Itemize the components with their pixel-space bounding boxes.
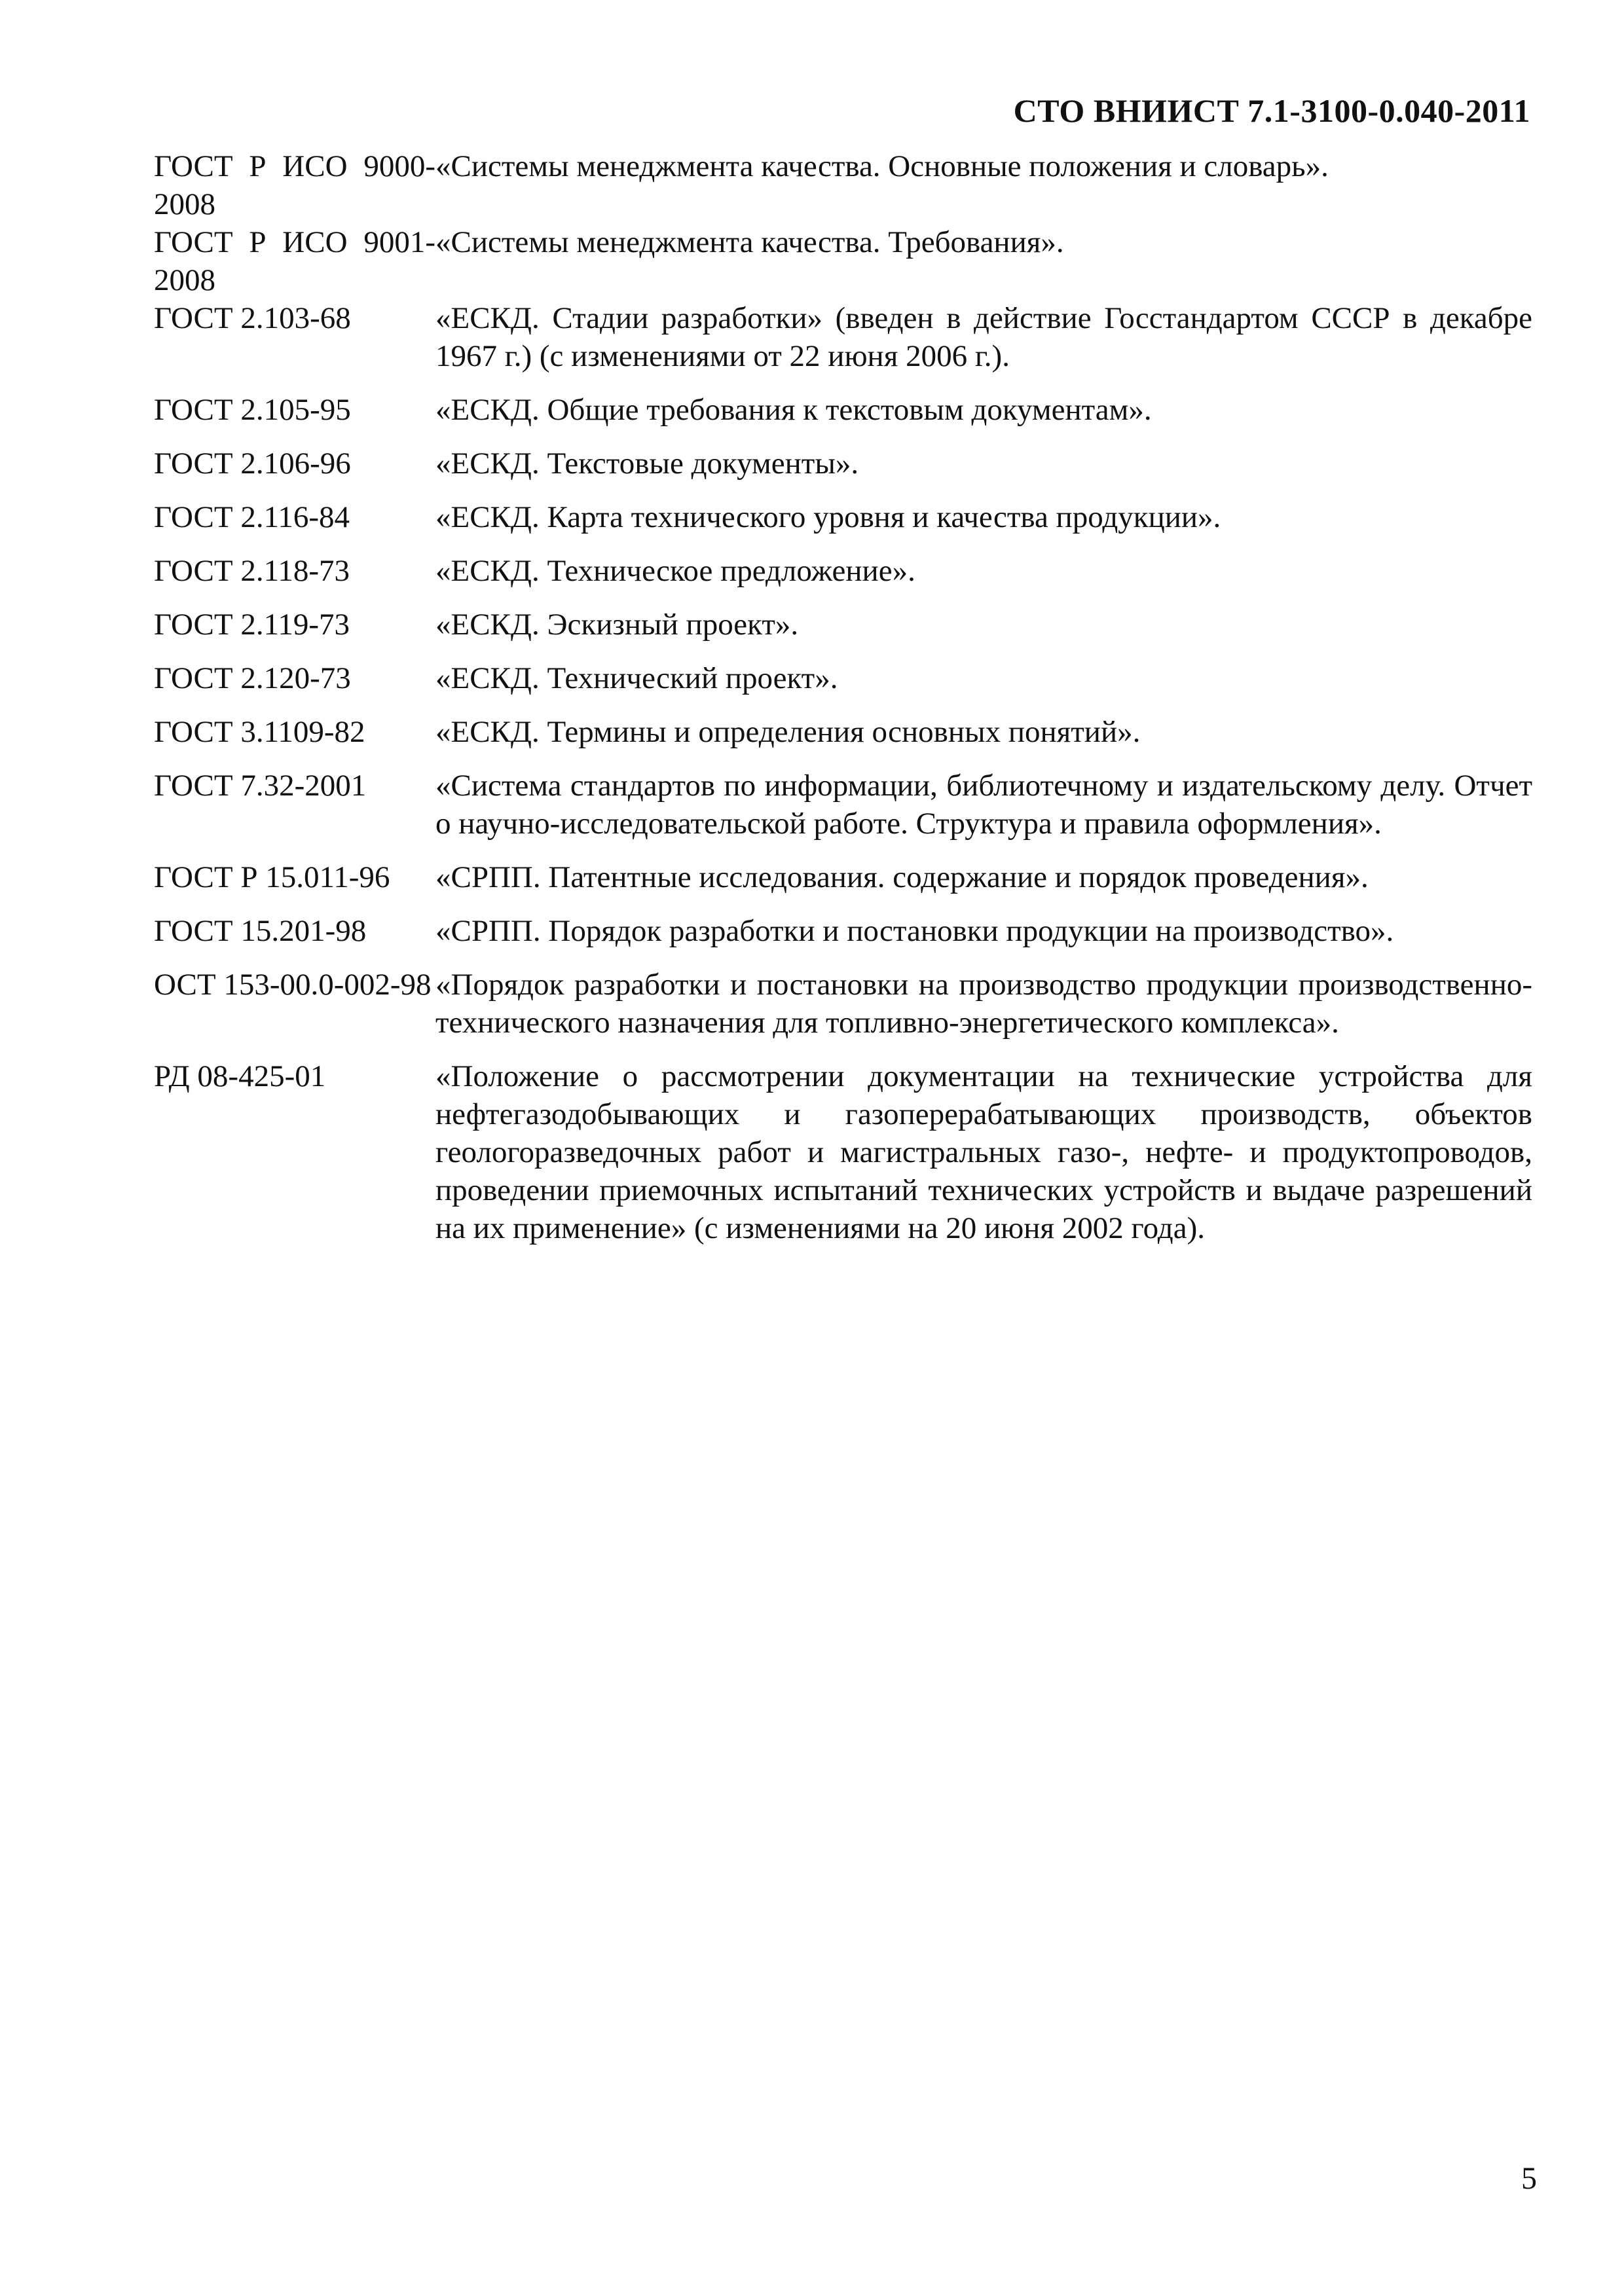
reference-title: «ЕСКД. Эскизный проект». <box>435 608 799 642</box>
document-code-header: СТО ВНИИСТ 7.1-3100-0.040-2011 <box>1013 92 1530 129</box>
reference-title: «ЕСКД. Техническое предложение». <box>435 554 915 588</box>
reference-code: РД 08-425-01 <box>154 1059 326 1093</box>
reference-code: ГОСТ 2.118-73 <box>154 554 350 588</box>
reference-code: ГОСТ 2.103-68 <box>154 301 351 335</box>
reference-row <box>154 1057 1532 1247</box>
reference-title: «СРПП. Порядок разработки и постановки продукции на производство». <box>435 914 1394 948</box>
reference-code: ГОСТ 2.119-73 <box>154 608 350 642</box>
references-list <box>154 147 1532 1263</box>
reference-title: «ЕСКД. Общие требования к текстовым документам». <box>435 393 1152 427</box>
reference-code: ГОСТ 2.105-95 <box>154 393 351 427</box>
reference-row <box>154 659 1532 697</box>
reference-row <box>154 966 1532 1042</box>
reference-title: «ЕСКД. Технический проект». <box>435 661 838 695</box>
reference-code: ГОСТ 3.1109-82 <box>154 715 365 749</box>
reference-row <box>154 552 1532 590</box>
reference-code: ГОСТ 7.32-2001 <box>154 769 367 803</box>
reference-title: «СРПП. Патентные исследования. содержание и порядок проведения». <box>435 860 1369 894</box>
reference-row <box>154 391 1532 429</box>
reference-row <box>154 713 1532 751</box>
reference-title: «Положение о рассмотрении документации на технические устройства для нефтегазодобывающих и газоперерабатывающих производств, объектов геологоразведочных работ и магистральных газо-, нефте- и продуктопроводов, проведении приемочных испытаний технических устройств и выдаче разрешений на их применение» (с изменениями на 20 июня 2002 года). <box>435 1059 1532 1245</box>
reference-row <box>154 498 1532 536</box>
reference-code: ОСТ 153-00.0-002-98 <box>154 968 432 1002</box>
page-number: 5 <box>1521 2161 1537 2196</box>
reference-row <box>154 445 1532 483</box>
reference-title: «Системы менеджмента качества. Основные положения и словарь». <box>435 149 1329 183</box>
reference-row <box>154 606 1532 644</box>
reference-row <box>154 223 1532 299</box>
reference-title: «ЕСКД. Термины и определения основных понятий». <box>435 715 1141 749</box>
reference-title: «ЕСКД. Карта технического уровня и качества продукции». <box>435 500 1221 534</box>
reference-code: ГОСТ 2.106-96 <box>154 446 351 481</box>
reference-code: ГОСТ Р ИСО 9000-2008 <box>154 149 435 221</box>
reference-title: «ЕСКД. Стадии разработки» (введен в действие Госстандартом СССР в декабре 1967 г.) (с изменениями от 22 июня 2006 г.). <box>435 301 1532 373</box>
reference-title: «Система стандартов по информации, библиотечному и издательскому делу. Отчет о научно-исследовательской работе. Структура и правила оформления». <box>435 769 1532 841</box>
reference-code: ГОСТ Р 15.011-96 <box>154 860 390 894</box>
reference-code: ГОСТ Р ИСО 9001-2008 <box>154 225 435 297</box>
reference-row <box>154 912 1532 950</box>
reference-code: ГОСТ 15.201-98 <box>154 914 367 948</box>
reference-code: ГОСТ 2.120-73 <box>154 661 351 695</box>
reference-row <box>154 147 1532 223</box>
reference-title: «ЕСКД. Текстовые документы». <box>435 446 859 481</box>
reference-row <box>154 299 1532 375</box>
reference-title: «Порядок разработки и постановки на производство продукции производственно-технического назначения для топливно-энергетического комплекса». <box>435 968 1532 1040</box>
reference-row <box>154 767 1532 843</box>
reference-row <box>154 858 1532 896</box>
reference-title: «Системы менеджмента качества. Требования». <box>435 225 1064 259</box>
reference-code: ГОСТ 2.116-84 <box>154 500 350 534</box>
